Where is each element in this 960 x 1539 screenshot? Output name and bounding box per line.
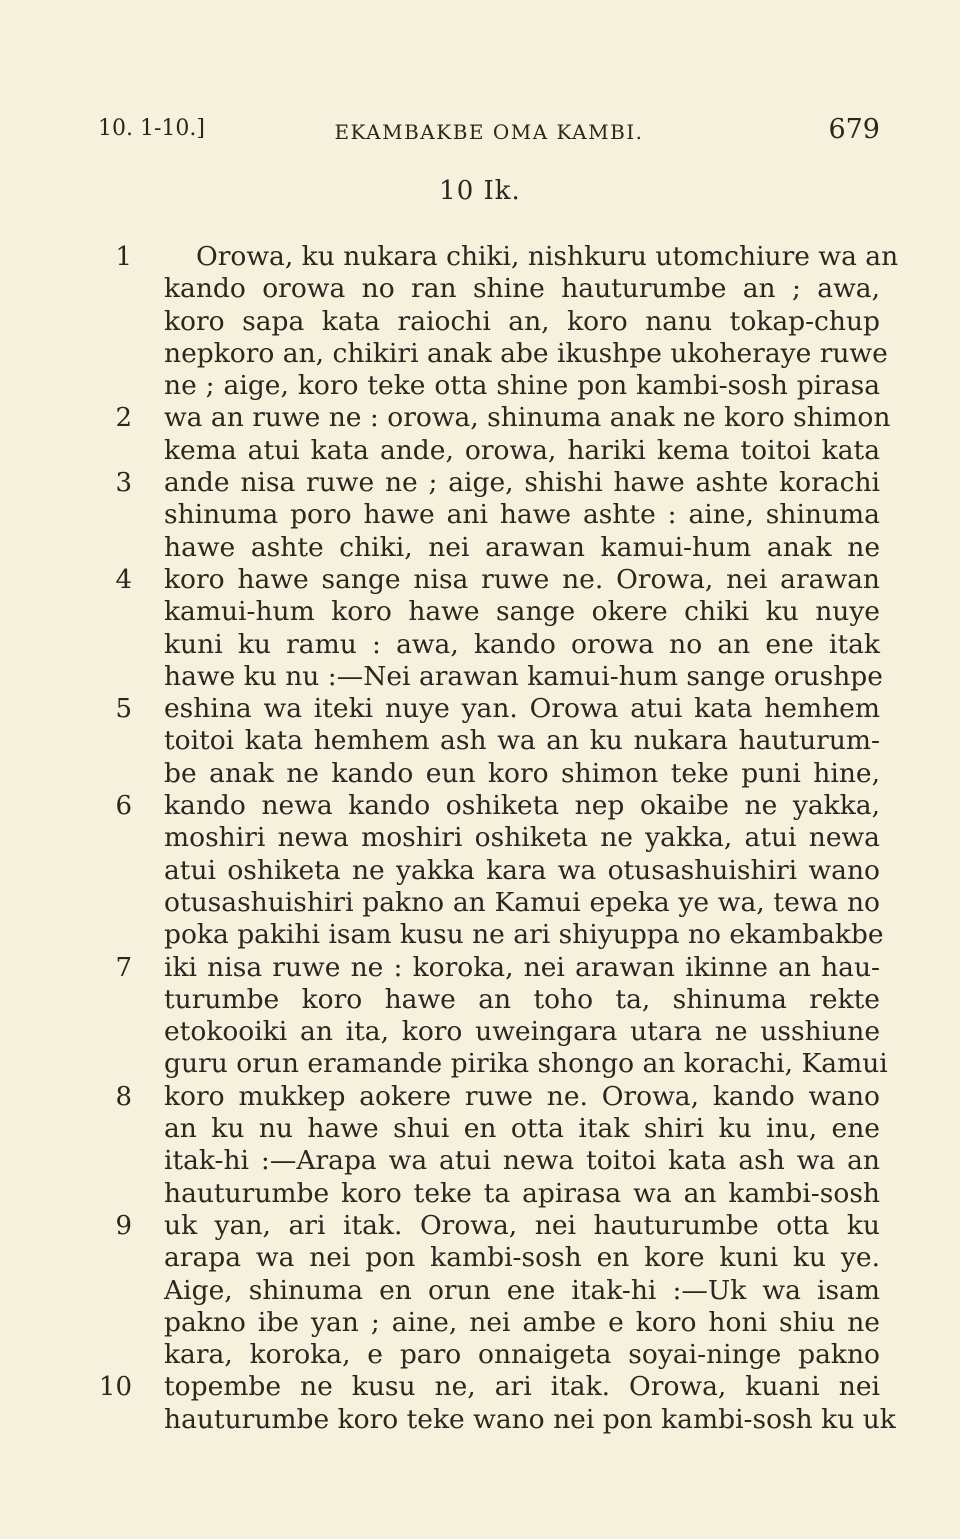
text-line: [0, 1113, 960, 1145]
text-line: [0, 273, 960, 305]
line-text: atui oshiketa ne yakka kara wa otusashuishiri wano: [164, 854, 880, 886]
text-line: [0, 1371, 960, 1403]
verse-number: 6: [115, 791, 132, 822]
line-text: hauturumbe koro teke ta apirasa wa an kambi-sosh: [164, 1177, 880, 1209]
text-line: [0, 564, 960, 596]
line-text: Aige, shinuma en orun ene itak-hi :—Uk wa isam: [164, 1274, 880, 1306]
line-text: nepkoro an, chikiri anak abe ikushpe ukoheraye ruwe: [164, 337, 888, 369]
text-line: [0, 306, 960, 338]
line-text: itak-hi :—Arapa wa atui newa toitoi kata ash wa an: [164, 1145, 880, 1177]
verse-number: 4: [115, 564, 132, 595]
line-text: wa an ruwe ne : orowa, shinuma anak ne koro shimon: [164, 402, 891, 434]
verse-number: 10: [98, 1372, 132, 1403]
line-text: koro sapa kata raiochi an, koro nanu tokap-chup: [164, 305, 880, 337]
text-line: [0, 984, 960, 1016]
line-text: arapa wa nei pon kambi-sosh en kore kuni ku ye.: [164, 1242, 880, 1274]
text-line: [0, 338, 960, 370]
line-text: poka pakihi isam kusu ne ari shiyuppa no ekambakbe: [164, 919, 884, 951]
line-text: moshiri newa moshiri oshiketa ne yakka, atui newa: [164, 822, 880, 854]
text-line: [0, 1307, 960, 1339]
line-text: an ku nu hawe shui en otta itak shiri ku inu, ene: [164, 1113, 880, 1145]
verse-number: 2: [115, 403, 132, 434]
chapter-verse-range: 10. 1-10.]: [98, 116, 205, 141]
text-line: [0, 1145, 960, 1177]
page-number: 679: [828, 114, 880, 145]
text-line: [0, 499, 960, 531]
line-text: etokooiki an ita, koro uweingara utara ne usshiune: [164, 1016, 880, 1048]
text-line: [0, 1339, 960, 1371]
line-text: Orowa, ku nukara chiki, nishkuru utomchiure wa an: [196, 241, 899, 272]
text-line: [0, 629, 960, 661]
line-text: kuni ku ramu : awa, kando orowa no an ene itak: [164, 628, 880, 660]
chapter-heading: 10 Ik.: [439, 176, 521, 206]
verse-number: 3: [115, 468, 132, 499]
running-header: [98, 112, 880, 152]
line-text: turumbe koro hawe an toho ta, shinuma rekte: [164, 983, 880, 1015]
line-text: ne ; aige, koro teke otta shine pon kambi-sosh pirasa: [164, 370, 880, 402]
text-line: [0, 402, 960, 434]
text-line: [0, 596, 960, 628]
line-text: eshina wa iteki nuye yan. Orowa atui kata hemhem: [164, 693, 880, 725]
text-line: [0, 467, 960, 499]
text-line: [0, 532, 960, 564]
line-text: ande nisa ruwe ne ; aige, shishi hawe ashte korachi: [164, 467, 880, 499]
line-text: toitoi kata hemhem ash wa an ku nukara hauturum-: [164, 725, 880, 757]
text-body: [0, 241, 960, 1436]
text-line: [0, 855, 960, 887]
line-text: koro mukkep aokere ruwe ne. Orowa, kando wano: [164, 1080, 880, 1112]
line-text: shinuma poro hawe ani hawe ashte : aine, shinuma: [164, 499, 880, 531]
text-line: [0, 1178, 960, 1210]
line-text: hauturumbe koro teke wano nei pon kambi-sosh ku uk: [164, 1403, 896, 1435]
line-text: hawe ku nu :—Nei arawan kamui-hum sange orushpe: [164, 660, 883, 692]
text-line: [0, 725, 960, 757]
verse-number: 7: [115, 952, 132, 983]
line-text: uk yan, ari itak. Orowa, nei hauturumbe otta ku: [164, 1209, 880, 1241]
text-line: [0, 435, 960, 467]
text-line: [0, 241, 960, 273]
line-text: kema atui kata ande, orowa, hariki kema toitoi kata: [164, 434, 880, 466]
text-line: [0, 952, 960, 984]
text-line: [0, 1016, 960, 1048]
line-text: kara, koroka, e paro onnaigeta soyai-ninge pakno: [164, 1339, 880, 1371]
line-text: hawe ashte chiki, nei arawan kamui-hum anak ne: [164, 531, 880, 563]
text-line: [0, 822, 960, 854]
verse-number: 5: [115, 694, 132, 725]
text-line: [0, 661, 960, 693]
line-text: be anak ne kando eun koro shimon teke puni hine,: [164, 757, 880, 789]
text-line: [0, 1081, 960, 1113]
line-text: pakno ibe yan ; aine, nei ambe e koro honi shiu ne: [164, 1306, 880, 1338]
line-text: kamui-hum koro hawe sange okere chiki ku nuye: [164, 596, 880, 628]
line-text: kando orowa no ran shine hauturumbe an ; awa,: [164, 273, 880, 305]
line-text: iki nisa ruwe ne : koroka, nei arawan ikinne an hau-: [164, 951, 880, 983]
text-line: [0, 370, 960, 402]
text-line: [0, 1048, 960, 1080]
verse-number: 1: [115, 242, 132, 272]
text-line: [0, 1275, 960, 1307]
text-line: [0, 758, 960, 790]
text-line: [0, 1404, 960, 1436]
verse-number: 9: [115, 1210, 132, 1241]
line-text: guru orun eramande pirika shongo an korachi, Kamui: [164, 1048, 888, 1080]
text-line: [0, 919, 960, 951]
running-title: EKAMBAKBE OMA KAMBI.: [334, 120, 644, 144]
line-text: otusashuishiri pakno an Kamui epeka ye wa, tewa no: [164, 886, 880, 918]
line-text: koro hawe sange nisa ruwe ne. Orowa, nei arawan: [164, 563, 880, 595]
text-line: [0, 693, 960, 725]
line-text: topembe ne kusu ne, ari itak. Orowa, kuani nei: [164, 1371, 880, 1403]
verse-number: 8: [115, 1081, 132, 1112]
line-text: kando newa kando oshiketa nep okaibe ne yakka,: [164, 790, 880, 822]
text-line: [0, 887, 960, 919]
text-line: [0, 790, 960, 822]
text-line: [0, 1210, 960, 1242]
text-line: [0, 1242, 960, 1274]
